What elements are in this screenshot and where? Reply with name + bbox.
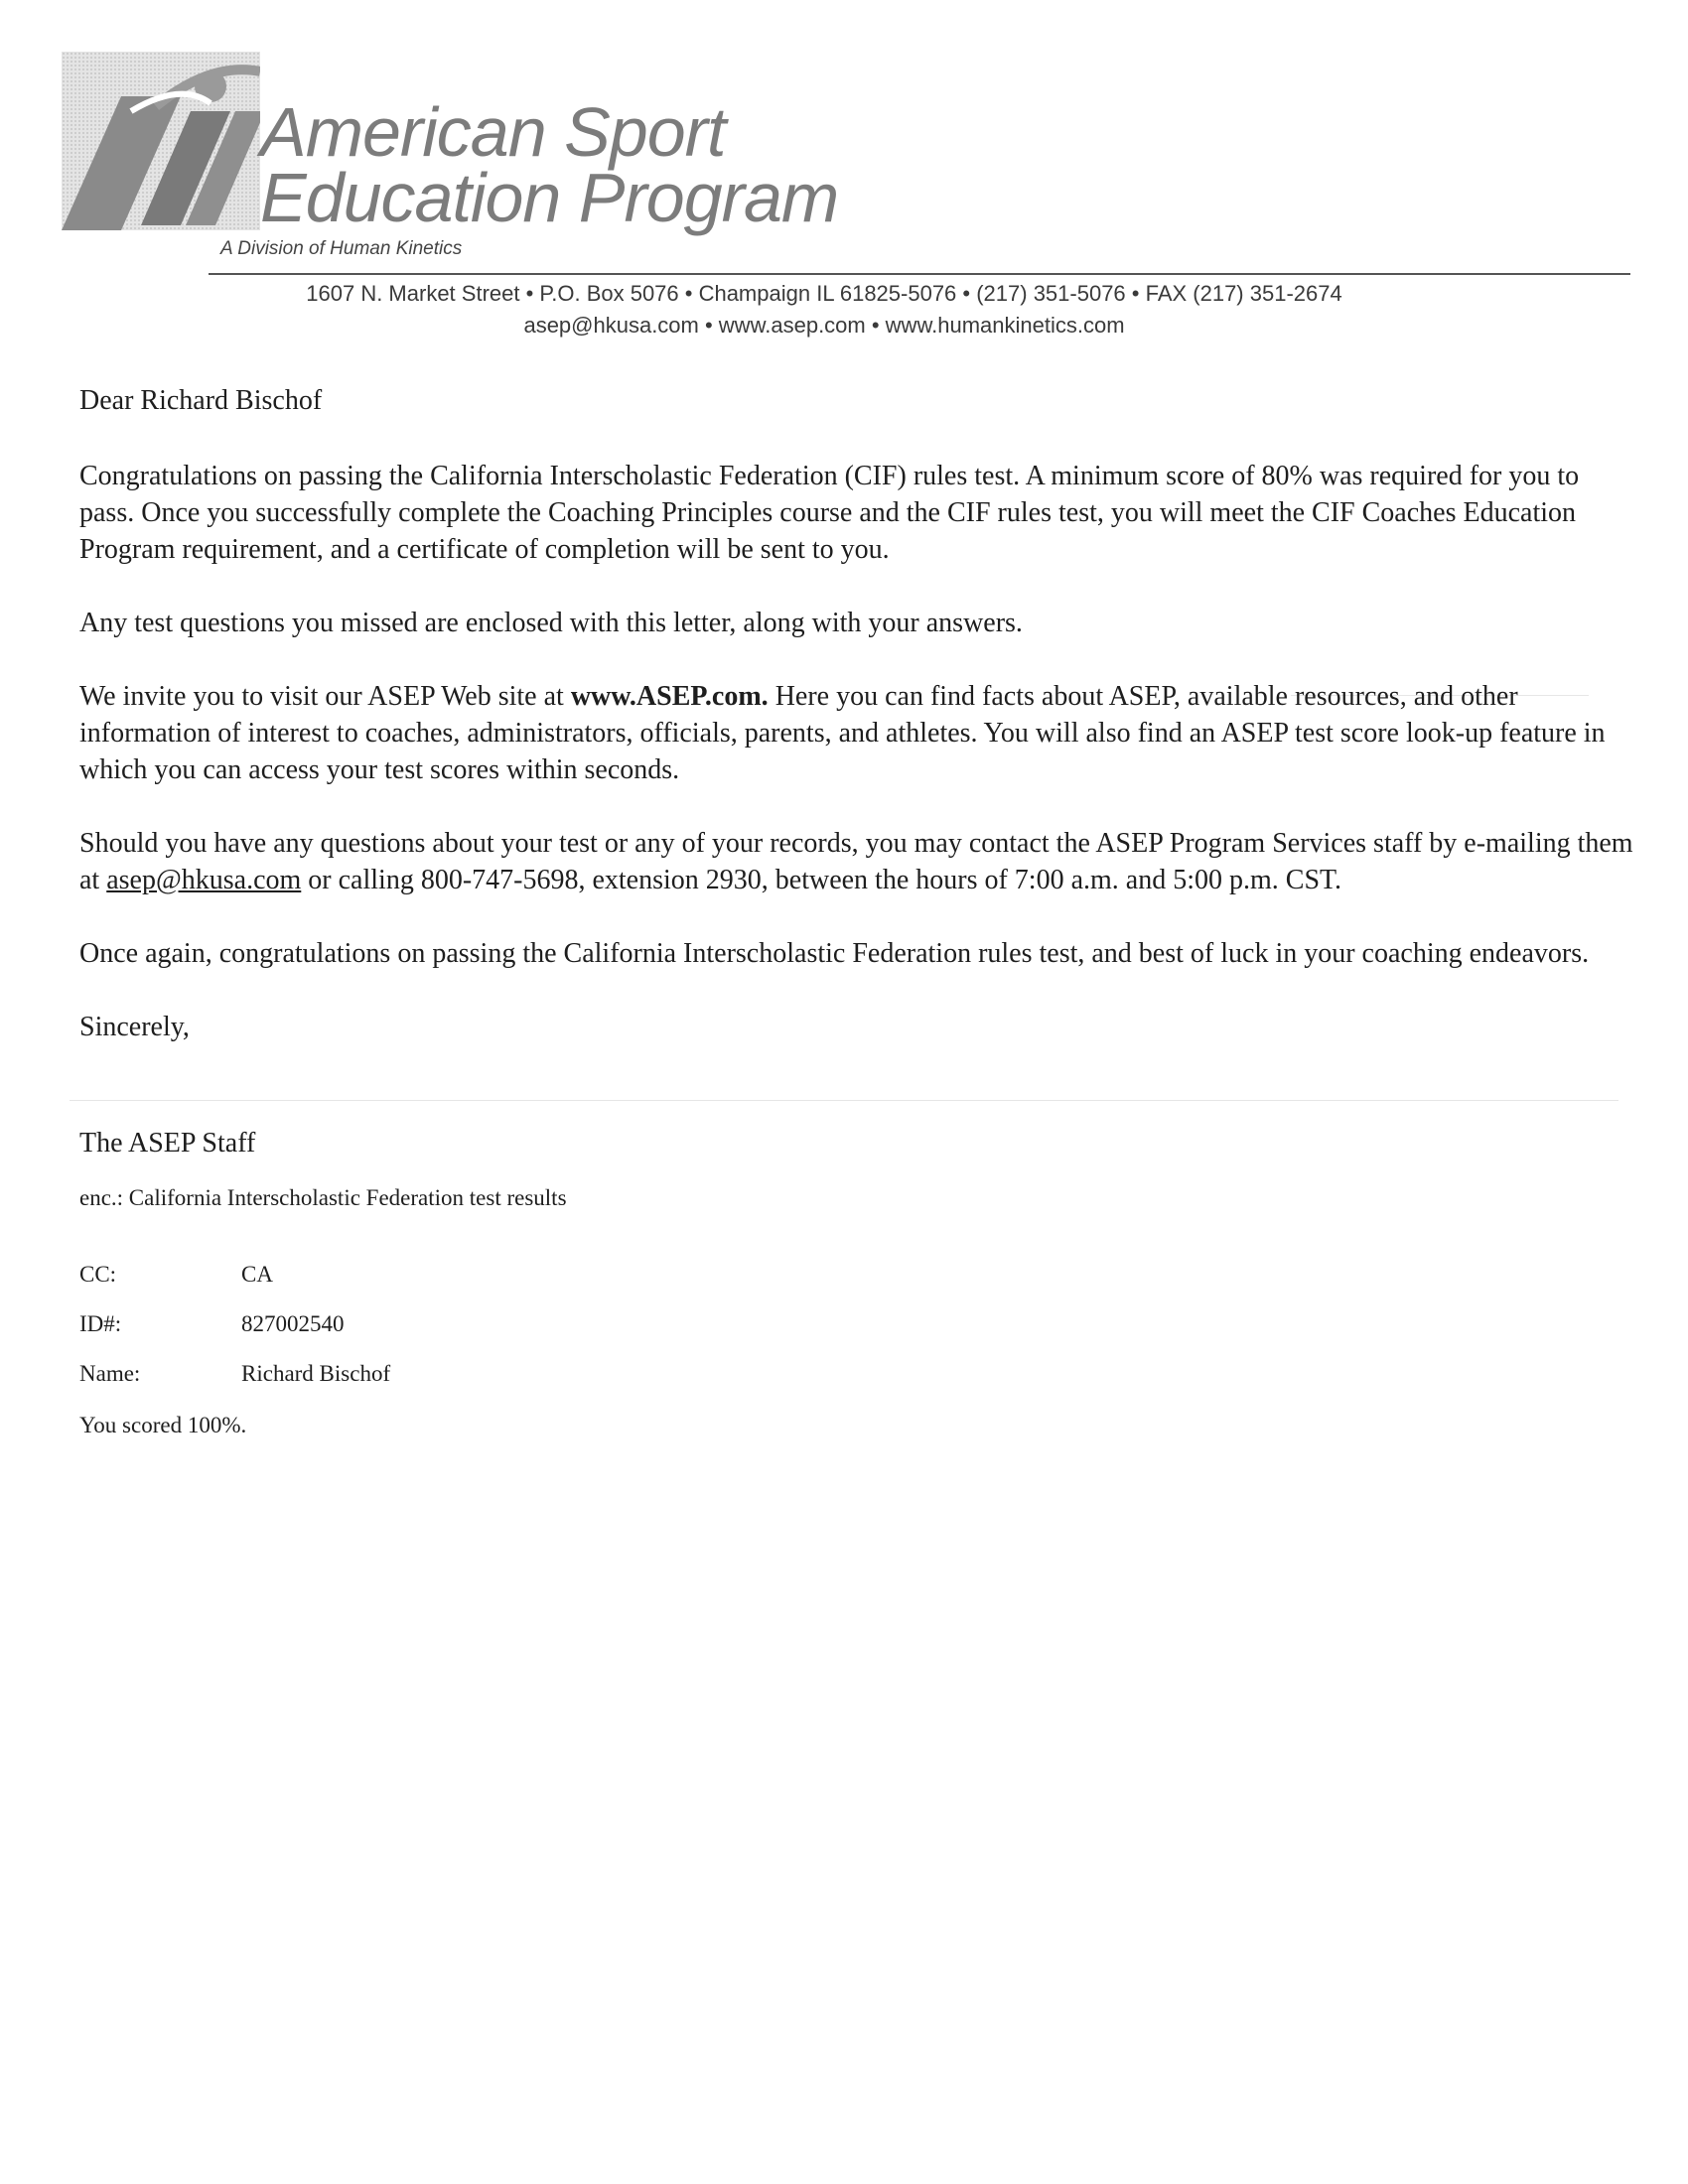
- asep-figure-icon: [62, 52, 260, 250]
- paragraph-closing-wishes: Once again, congratulations on passing the California Interscholastic Federation rules test, and best of luck in your coaching endeavors.: [79, 938, 1590, 969]
- website-link[interactable]: www.ASEP.com.: [570, 681, 769, 712]
- contact-line: asep@hkusa.com • www.asep.com • www.humankinetics.com: [523, 313, 1125, 338]
- info-label: CC:: [79, 1262, 117, 1287]
- paragraph-contact-text: Should you have any questions about your test or any of your records, you may contact the ASEP Program Services staff by e-mailing them at: [79, 828, 1633, 895]
- paragraph-website-text-continued: Here you can find facts about ASEP, available resources, and other information of interest to coaches, administrators, officials, parents, and athletes. You will also find an ASEP test score look-up feature in which you can access your test scores within seconds.: [79, 681, 1606, 785]
- email-link[interactable]: asep@hkusa.com: [106, 865, 302, 895]
- paragraph-website-text: We invite you to visit our ASEP Web site at: [79, 681, 571, 712]
- info-row-cc: [79, 1250, 1633, 1299]
- paragraph-contact: [79, 825, 1633, 898]
- signature: The ASEP Staff: [79, 1128, 256, 1159]
- info-row-id: [79, 1299, 1633, 1349]
- address-line: 1607 N. Market Street • P.O. Box 5076 • Champaign IL 61825-5076 • (217) 351-5076 • FAX (217) 351-2674: [306, 281, 1342, 306]
- info-label: ID#:: [79, 1311, 122, 1336]
- paragraph-contact-text-continued: or calling 800-747-5698, extension 2930, between the hours of 7:00 a.m. and 5:00 p.m. CST.: [301, 865, 1342, 895]
- letterhead-rule: [209, 273, 1630, 275]
- info-value: CA: [241, 1262, 273, 1287]
- enclosure-note: enc.: California Interscholastic Federation test results: [79, 1185, 567, 1210]
- asep-logo: [62, 52, 839, 270]
- organization-name-line2: Education Program: [260, 159, 839, 236]
- closing: Sincerely,: [79, 1012, 190, 1042]
- info-label: Name:: [79, 1361, 141, 1386]
- info-row-name: [79, 1349, 1633, 1399]
- division-tagline: A Division of Human Kinetics: [220, 238, 463, 259]
- info-value: 827002540: [241, 1311, 345, 1336]
- paragraph-congratulations: Congratulations on passing the California Interscholastic Federation (CIF) rules test. A minimum score of 80% was required for you to pass. Once you successfully complete the Coaching Principles course and the CIF rules test, you will meet the CIF Coaches Education Program requirement, and a certificate of completion will be sent to you.: [79, 461, 1580, 565]
- organization-name-line1: American Sport: [260, 93, 726, 171]
- recipient-info: [79, 1250, 1633, 1399]
- organization-name: [260, 93, 839, 236]
- paragraph-missed-questions: Any test questions you missed are enclosed with this letter, along with your answers.: [79, 608, 1023, 638]
- paragraph-website: [79, 678, 1633, 788]
- letterhead-address: [209, 278, 1440, 341]
- salutation: Dear Richard Bischof: [79, 385, 323, 416]
- score-result: You scored 100%.: [79, 1413, 247, 1437]
- letter-body: [79, 382, 1633, 1440]
- info-value: Richard Bischof: [241, 1361, 391, 1386]
